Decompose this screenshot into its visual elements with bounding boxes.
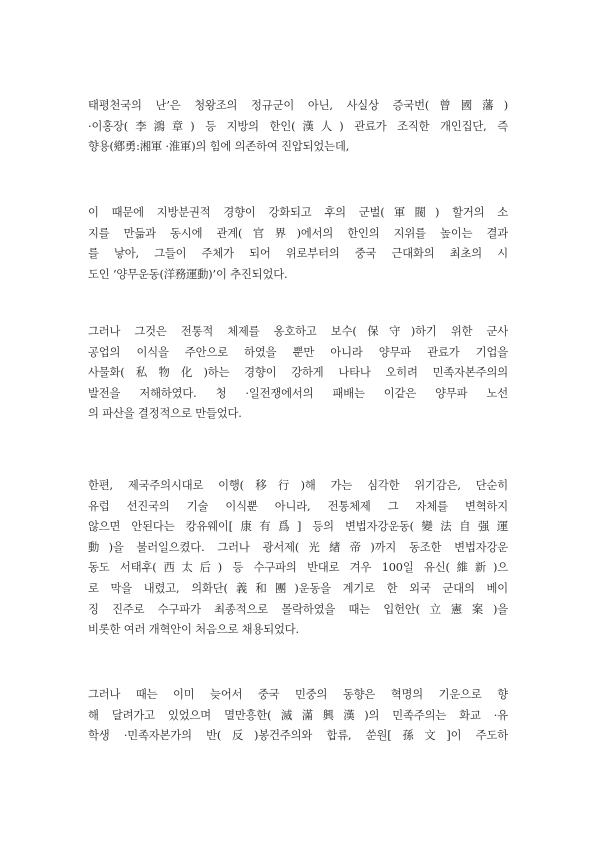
text-line: 징 진주로 수구파가 최종적으로 몰락하였을 때는 입헌안(立憲案)을 (88, 602, 508, 616)
text-line: 이 때문에 지방분권적 경향이 강화되고 후의 군벌(軍閥) 할거의 소 (88, 206, 508, 219)
text-line: 해 달려가고 있었으며 멸만흥한(滅滿興漢)의 민족주의는 화교 ·유 (88, 708, 508, 722)
paragraph-self-strengthening (88, 203, 508, 285)
text-line: 향용(鄕勇:湘軍 ·淮軍)의 힘에 의존하여 진압되었는데, (88, 140, 350, 154)
text-line: ·이홍장(李鴻章) 등 지방의 한인(漢人) 관료가 조직한 개인집단, 즉 (88, 119, 508, 133)
text-line: 공업의 이식을 주안으로 하였을 뿐만 아니라 양무파 관료가 기업을 (88, 345, 508, 359)
text-line: 발전을 저해하였다. 청 ·일전쟁에서의 패배는 이같은 양무파 노선 (88, 386, 508, 400)
text-line: 로 막을 내렸고, 의화단(義和團)운동을 계기로 한 외국 군대의 베이 (88, 581, 508, 595)
text-line: 비롯한 여러 개혁안이 처음으로 채용되었다. (88, 623, 299, 637)
text-line: 動)을 불러일으켰다. 그러나 광서제(光緖帝)까지 동조한 변법자강운 (88, 540, 508, 554)
paragraph-taiping-suppression (88, 96, 508, 158)
paragraph-yangwu-failure (88, 322, 508, 425)
text-line: 태평천국의 난’은 청왕조의 정규군이 아닌, 사실상 증국번(曾國藩) (88, 99, 508, 112)
text-line: 사물화(私物化)하는 경향이 강하게 나타나 오히려 민족자본주의의 (88, 366, 508, 380)
text-line: 학생 ·민족자본가의 반(反)봉건주의와 합류, 쑨원[孫文]이 주도하 (88, 729, 508, 743)
text-line: 그러나 그것은 전통적 체제를 옹호하고 보수(保守)하기 위한 군사 (88, 325, 508, 338)
text-line: 유럽 선진국의 기술 이식뿐 아니라, 전통체제 그 자체를 변혁하지 (88, 499, 508, 513)
text-line: 그러나 때는 이미 늦어서 중국 민중의 동향은 혁명의 기운으로 향 (88, 688, 508, 701)
text-line: 도인 ‘양무운동(洋務運動)’이 추진되었다. (88, 267, 288, 281)
paragraph-revolution (88, 685, 508, 747)
text-line: 동도 서태후(西太后) 등 수구파의 반대로 겨우 100일 유신(維新)으 (88, 561, 508, 575)
text-line: 한편, 제국주의시대로 이행(移行)해 가는 심각한 위기감은, 단순히 (88, 479, 508, 492)
text-line: 를 낳아, 그들이 주체가 되어 위로부터의 중국 근대화의 최초의 시 (88, 247, 508, 261)
paragraph-reform-movement (88, 476, 508, 641)
text-line: 않으면 안된다는 캉유웨이[康有爲] 등의 변법자강운동(變法自强運 (88, 520, 508, 534)
text-line: 의 파산을 결정적으로 만들었다. (88, 407, 242, 421)
text-line: 지를 만듦과 동시에 관계(官界)에서의 한인의 지위를 높이는 결과 (88, 226, 508, 240)
